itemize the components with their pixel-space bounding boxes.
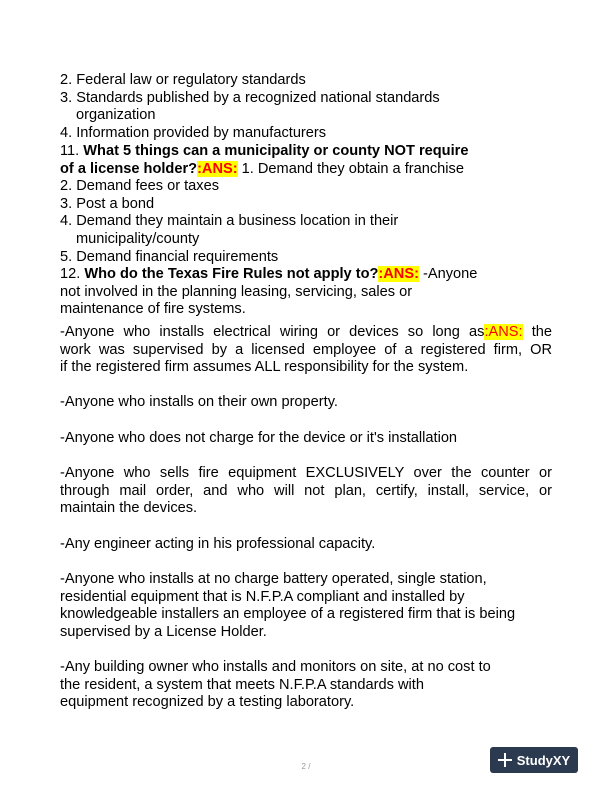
paragraph: -Anyone who installs at no charge battery operated, single station, (60, 571, 487, 587)
question-number: 12. (60, 266, 85, 282)
paragraph-line: work was supervised by a licensed employee of a registered firm, OR (60, 342, 552, 358)
list-item: 4. Information provided by manufacturers (60, 125, 327, 141)
answer-text: -Anyone (418, 266, 478, 282)
paragraph-text: the (522, 324, 552, 340)
paragraph: -Any building owner who installs and monitors on site, at no cost to (60, 659, 491, 675)
question-12 (60, 265, 477, 283)
question-11 (60, 142, 468, 160)
list-item: 4. Demand they maintain a business location in their (60, 213, 399, 229)
paragraph-text: -Anyone who installs electrical wiring or devices so long as (60, 324, 485, 340)
paragraph-line: through mail order, and who will not plan, certify, install, service, or (60, 483, 552, 499)
plus-icon (498, 753, 512, 767)
answer-text: maintenance of fire systems. (60, 301, 246, 317)
answer-text: 1. Demand they obtain a franchise (237, 161, 464, 177)
answer-marker: :ANS: (378, 266, 419, 282)
list-item: 3. Post a bond (60, 196, 155, 212)
paragraph: -Anyone who installs on their own property. (60, 394, 338, 410)
list-item: 5. Demand financial requirements (60, 249, 279, 265)
list-item-continued: organization (76, 107, 156, 123)
paragraph-line: equipment recognized by a testing laboratory. (60, 694, 355, 710)
question-text: What 5 things can a municipality or county NOT require (83, 143, 469, 159)
paragraph (60, 323, 552, 341)
answer-marker: :ANS: (484, 324, 523, 340)
paragraph-line: maintain the devices. (60, 500, 198, 516)
list-item: 2. Federal law or regulatory standards (60, 72, 306, 88)
paragraph: -Anyone who does not charge for the device or it's installation (60, 430, 458, 446)
question-text: Who do the Texas Fire Rules not apply to? (84, 266, 379, 282)
paragraph-line: residential equipment that is N.F.P.A compliant and installed by (60, 589, 465, 605)
question-11-cont (60, 160, 464, 178)
paragraph-line: knowledgeable installers an employee of a registered firm that is being (60, 606, 516, 622)
question-number: 11. (60, 143, 84, 159)
paragraph-line: if the registered firm assumes ALL responsibility for the system. (60, 359, 469, 375)
list-item-continued: municipality/county (76, 231, 200, 247)
logo-text: StudyXY (516, 752, 571, 768)
answer-text: not involved in the planning leasing, servicing, sales or (60, 284, 413, 300)
paragraph-line: the resident, a system that meets N.F.P.A standards with (60, 677, 424, 693)
answer-marker: :ANS: (197, 161, 238, 177)
paragraph: -Anyone who sells fire equipment EXCLUSIVELY over the counter or (60, 465, 552, 481)
studyxy-logo[interactable] (490, 747, 578, 773)
page-number: 2 / (301, 762, 311, 771)
list-item: 2. Demand fees or taxes (60, 178, 219, 194)
list-item: 3. Standards published by a recognized national standards (60, 90, 440, 106)
paragraph-line: supervised by a License Holder. (60, 624, 267, 640)
question-text: of a license holder? (60, 161, 198, 177)
paragraph: -Any engineer acting in his professional capacity. (60, 536, 376, 552)
